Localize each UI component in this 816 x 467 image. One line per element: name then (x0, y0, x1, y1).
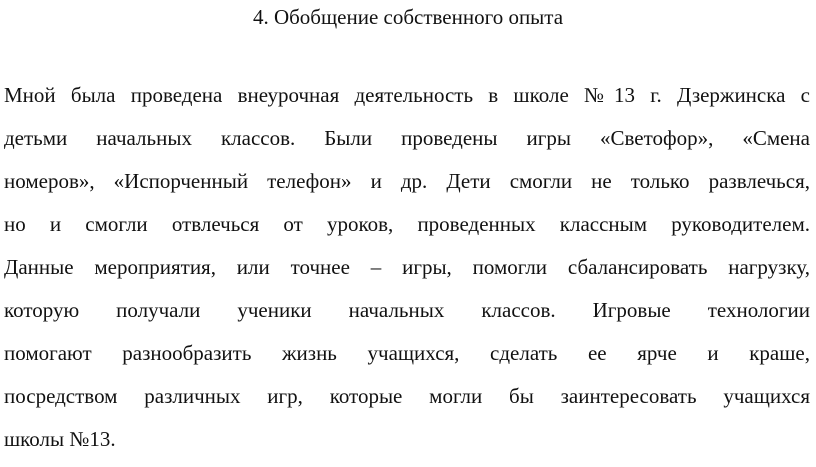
body-paragraph (4, 80, 810, 467)
paragraph-line-6: которую получали ученики начальных классов. Игровые технологии (4, 298, 810, 322)
paragraph-line-1: Мной была проведена внеурочная деятельность в школе №13 г. Дзержинска с (4, 83, 810, 107)
paragraph-line-8: посредством различных игр, которые могли бы заинтересовать учащихся (4, 384, 810, 408)
paragraph-line-2: детьми начальных классов. Были проведены игры «Светофор», «Смена (4, 126, 810, 150)
section-heading: 4. Обобщение собственного опыта (252, 5, 564, 29)
paragraph-line-9: школы №13. (4, 427, 116, 451)
paragraph-line-3: номеров», «Испорченный телефон» и др. Дети смогли не только развлечься, (4, 169, 810, 193)
paragraph-line-4: но и смогли отвлечься от уроков, проведенных классным руководителем. (4, 212, 810, 236)
paragraph-line-7: помогают разнообразить жизнь учащихся, сделать ее ярче и краше, (4, 341, 810, 365)
paragraph-line-5: Данные мероприятия, или точнее – игры, помогли сбалансировать нагрузку, (4, 255, 810, 279)
